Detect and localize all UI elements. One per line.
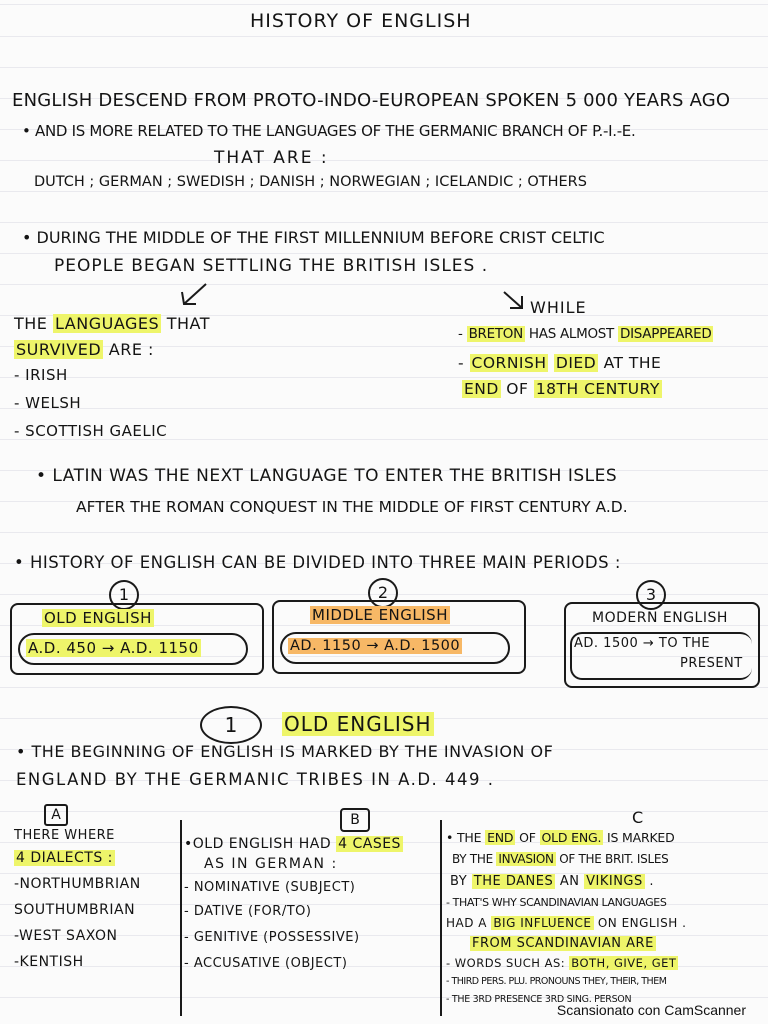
column-b-line-2: AS IN GERMAN : <box>204 856 338 872</box>
period-range: A.D. 450 → A.D. 1150 <box>28 639 199 657</box>
germanic-languages: DUTCH ; GERMAN ; SWEDISH ; DANISH ; NORWEGIAN ; ICELANDIC ; OTHERS <box>34 174 587 190</box>
dialect-item: SOUTHUMBRIAN <box>14 902 136 918</box>
breton-line: - BRETON HAS ALMOST DISAPPEARED <box>458 326 712 342</box>
column-a-line-1: THERE WHERE <box>14 828 115 843</box>
case-item: - GENITIVE (POSSESSIVE) <box>184 930 360 945</box>
latin-line-1: • LATIN WAS THE NEXT LANGUAGE TO ENTER THE BRITISH ISLES <box>36 466 618 486</box>
period-number-2: 2 <box>368 578 398 608</box>
survived-item: - SCOTTISH GAELIC <box>14 422 168 440</box>
survived-item: - WELSH <box>14 394 82 412</box>
intro-line-1: ENGLISH DESCEND FROM PROTO-INDO-EUROPEAN SPOKEN 5 000 YEARS AGO <box>12 90 731 111</box>
page-title: HISTORY OF ENGLISH <box>250 10 472 32</box>
case-item: - DATIVE (FOR/TO) <box>184 904 312 919</box>
cornish-line: - CORNISH DIED AT THE <box>458 354 662 372</box>
period-box-middle-english <box>272 600 526 674</box>
arrow-left-icon <box>176 280 216 310</box>
column-c-line-5: HAD A BIG INFLUENCE ON ENGLISH . <box>446 916 687 930</box>
dialect-item: -KENTISH <box>14 954 84 970</box>
latin-line-2: AFTER THE ROMAN CONQUEST IN THE MIDDLE OF FIRST CENTURY A.D. <box>76 498 628 516</box>
period-range: AD. 1500 → TO THE <box>574 636 711 651</box>
celtic-line-2: PEOPLE BEGAN SETTLING THE BRITISH ISLES . <box>54 256 489 276</box>
column-c-line-7: - WORDS SUCH AS: BOTH, GIVE, GET <box>446 956 677 970</box>
column-c-line-1: • THE END OF OLD ENG. IS MARKED <box>446 830 675 845</box>
intro-line-2: • AND IS MORE RELATED TO THE LANGUAGES OF THE GERMANIC BRANCH OF P.-I.-E. <box>22 122 636 140</box>
dialect-item: -NORTHUMBRIAN <box>14 876 141 892</box>
column-c-line-6: FROM SCANDINAVIAN ARE <box>472 936 654 951</box>
old-english-line-2: ENGLAND BY THE GERMANIC TRIBES IN A.D. 449 . <box>16 770 495 789</box>
celtic-line-1: • DURING THE MIDDLE OF THE FIRST MILLENNIUM BEFORE CRIST CELTIC <box>22 228 605 247</box>
section-heading: OLD ENGLISH <box>284 712 432 736</box>
period-range-box <box>570 632 752 680</box>
arrow-right-icon <box>500 288 530 312</box>
scanner-watermark: Scansionato con CamScanner <box>556 1002 746 1018</box>
period-range-box <box>280 632 510 664</box>
period-number-3: 3 <box>636 580 666 610</box>
survived-heading-line-1: THE LANGUAGES THAT <box>14 314 211 333</box>
column-c-line-4: - THAT'S WHY SCANDINAVIAN LANGUAGES <box>446 896 667 909</box>
section-number: 1 <box>200 706 262 744</box>
column-b-line-1: •OLD ENGLISH HAD 4 CASES <box>184 836 401 852</box>
dialect-item: -WEST SAXON <box>14 928 118 944</box>
column-label-b: B <box>340 808 370 832</box>
period-name: MIDDLE ENGLISH <box>312 606 448 624</box>
old-english-line-1: • THE BEGINNING OF ENGLISH IS MARKED BY THE INVASION OF <box>16 742 554 761</box>
survived-item: - IRISH <box>14 366 68 384</box>
period-box-old-english <box>10 603 264 675</box>
survived-heading-line-2: SURVIVED ARE : <box>16 340 154 359</box>
column-label-c: C <box>632 808 644 827</box>
case-item: - ACCUSATIVE (OBJECT) <box>184 956 348 971</box>
column-divider <box>180 820 182 1016</box>
intro-line-3: THAT ARE : <box>214 148 329 168</box>
column-divider <box>440 820 442 1016</box>
period-name: MODERN ENGLISH <box>592 610 728 626</box>
column-label-a: A <box>44 804 68 826</box>
while-label: WHILE <box>530 298 587 317</box>
column-c-line-3: BY THE DANES AN VIKINGS . <box>450 874 655 889</box>
period-name: OLD ENGLISH <box>44 609 152 627</box>
period-number-1: 1 <box>109 580 139 610</box>
column-c-line-2: BY THE INVASION OF THE BRIT. ISLES <box>452 852 669 866</box>
period-range-box <box>18 633 248 665</box>
period-range: AD. 1150 → A.D. 1500 <box>290 638 461 654</box>
period-range: PRESENT <box>680 656 743 671</box>
periods-intro: • HISTORY OF ENGLISH CAN BE DIVIDED INTO THREE MAIN PERIODS : <box>14 553 621 572</box>
column-c-line-8: - THIRD PERS. PLU. PRONOUNS THEY, THEIR, THEM <box>446 976 667 987</box>
cornish-line-2: END OF 18TH CENTURY <box>464 380 660 398</box>
case-item: - NOMINATIVE (SUBJECT) <box>184 880 356 895</box>
column-a-line-2: 4 DIALECTS : <box>16 850 113 866</box>
period-box-modern-english <box>564 602 760 688</box>
column-c-line-9: - THE 3RD PRESENCE 3RD SING. PERSON <box>446 994 632 1005</box>
